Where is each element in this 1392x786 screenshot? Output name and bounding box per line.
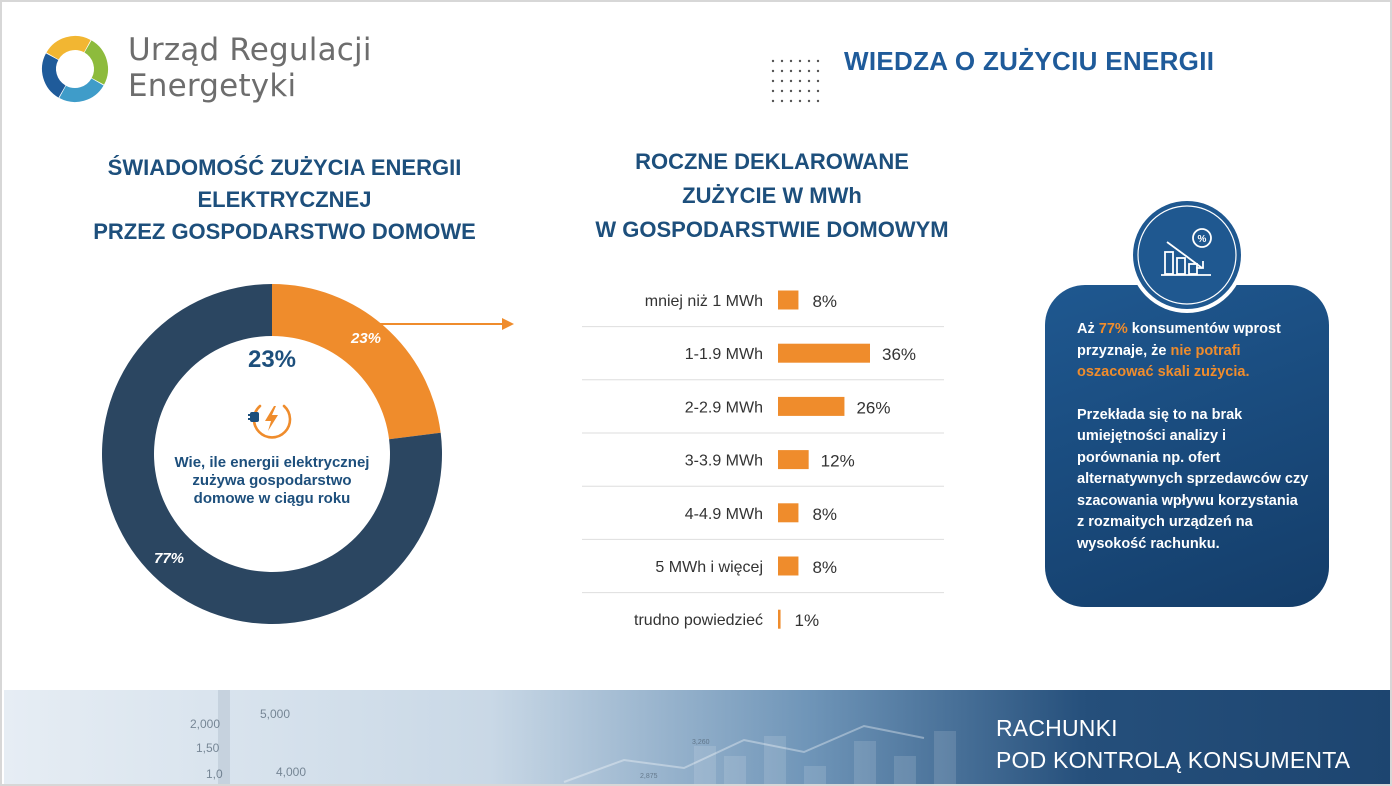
footer-bg-bar: [764, 736, 786, 786]
bar-chart-title: [562, 145, 982, 247]
grid-dot: [817, 80, 819, 82]
bar-value-label: 8%: [812, 558, 838, 577]
donut-title-line1: ŚWIADOMOŚĆ ZUŻYCIA ENERGII: [107, 155, 462, 180]
bar-value-label: 8%: [812, 504, 838, 524]
footer-bg-bar: [694, 746, 716, 786]
footer-bg-bar: [724, 756, 746, 786]
grid-dot: [772, 80, 774, 82]
bar: [778, 344, 870, 363]
grid-dot: [808, 70, 810, 72]
dot-grid-icon: [770, 58, 822, 106]
donut-title-line2: ELEKTRYCZNEJ: [197, 187, 372, 212]
grid-dot: [772, 90, 774, 92]
bar-chart: [582, 274, 947, 654]
footer-slogan-line2: POD KONTROLĄ KONSUMENTA: [996, 747, 1351, 773]
footer-bg-tick: 3,260: [692, 739, 710, 746]
grid-dot: [808, 80, 810, 82]
page-title: WIEDZA O ZUŻYCIU ENERGII: [844, 46, 1215, 76]
footer-bg-tick: 2,875: [640, 773, 658, 780]
footer-bg-tick: 4,000: [276, 765, 307, 779]
grid-dot: [799, 60, 801, 62]
grid-dot: [781, 100, 783, 102]
grid-dot: [790, 80, 792, 82]
bar-value-label: 36%: [882, 345, 917, 365]
bar-category-label: mniej niż 1 MWh: [644, 293, 763, 310]
footer-slogan-line1: RACHUNKI: [996, 715, 1118, 741]
org-name-line1: Urząd Regulacji: [128, 32, 372, 68]
bar-category-label: trudno powiedzieć: [634, 612, 763, 630]
bar: [778, 503, 798, 522]
bar-chart-title-line3: W GOSPODARSTWIE DOMOWYM: [595, 217, 949, 242]
grid-dot: [772, 70, 774, 72]
svg-text:%: %: [1197, 234, 1207, 245]
footer-bg-tick: 5,000: [260, 707, 291, 721]
grid-dot: [781, 60, 783, 62]
grid-dot: [781, 90, 783, 92]
plug-lightning-icon: [248, 394, 296, 442]
bar-category-label: 3-3.9 MWh: [684, 452, 763, 470]
donut-center-description: Wie, ile energii elektrycznej zużywa gospodarstwo domowe w ciągu roku: [174, 454, 370, 507]
bar-value-label: 12%: [820, 451, 855, 471]
footer-slogan: [996, 712, 1350, 776]
footer-bg-bar: [854, 741, 876, 786]
info-card-paragraph-2: Przekłada się to na brak umiejętności analizy i porównania np. ofert alternatywnych sprzedawców czy szacowania wpływu korzystania z rozmaitych urządzeń na wysokość rachunku.: [1077, 406, 1309, 552]
grid-dot: [817, 90, 819, 92]
bar-value-label: 1%: [794, 611, 820, 631]
grid-dot: [799, 100, 801, 102]
grid-dot: [781, 80, 783, 82]
footer-bg-tick: 1,0: [206, 767, 223, 781]
info-card-paragraph-1: [1077, 319, 1309, 384]
bar-chart-title-line1: ROCZNE DEKLAROWANE: [635, 149, 909, 174]
grid-dot: [790, 100, 792, 102]
grid-dot: [772, 60, 774, 62]
info-highlight-pct: 77%: [1098, 321, 1128, 337]
bar-chart-title-line2: ZUŻYCIE W MWh: [682, 183, 862, 208]
grid-dot: [799, 90, 801, 92]
bar-category-label: 1-1.9 MWh: [684, 346, 763, 364]
organization-name: [128, 32, 372, 104]
ure-logo-icon: [38, 32, 112, 106]
grid-dot: [817, 70, 819, 72]
footer-bg-tick: 2,000: [190, 717, 221, 731]
donut-title-line3: PRZEZ GOSPODARSTWO DOMOWE: [93, 219, 476, 244]
donut-center-percentage: 23%: [247, 346, 297, 373]
grid-dot: [790, 70, 792, 72]
footer-bg-bar: [804, 766, 826, 786]
info-text-c: konsumentów wprost przyznaje, że: [1077, 321, 1281, 359]
footer-bg-tick: 1,50: [196, 741, 220, 755]
donut-section-title: [62, 152, 507, 248]
bar-category-label: 5 MWh i więcej: [655, 559, 763, 576]
bar: [778, 450, 809, 469]
grid-dot: [808, 90, 810, 92]
arrow-icon: [272, 314, 517, 334]
donut-segment-label-other: 77%: [154, 550, 185, 567]
bar: [778, 291, 798, 310]
grid-dot: [808, 100, 810, 102]
donut-segment-label-knows: 23%: [351, 330, 382, 347]
bar-value-label: 26%: [856, 398, 891, 418]
org-name-line2: Energetyki: [128, 68, 297, 104]
grid-dot: [772, 100, 774, 102]
bar: [778, 610, 781, 629]
footer-banner: [4, 690, 1392, 786]
grid-dot: [790, 60, 792, 62]
bar-category-label: 2-2.9 MWh: [684, 399, 763, 417]
grid-dot: [817, 100, 819, 102]
footer-bg-bar: [894, 756, 916, 786]
bar: [778, 397, 844, 416]
chart-decline-percent-icon: [1128, 196, 1246, 314]
grid-dot: [781, 70, 783, 72]
info-card: [1045, 285, 1329, 607]
footer-bg-bar: [934, 731, 956, 786]
grid-dot: [790, 90, 792, 92]
bar: [778, 557, 798, 576]
grid-dot: [817, 60, 819, 62]
grid-dot: [799, 70, 801, 72]
info-highlight-phrase: nie potrafi oszacować skali zużycia.: [1077, 342, 1250, 380]
bar-value-label: 8%: [812, 292, 838, 311]
grid-dot: [808, 60, 810, 62]
grid-dot: [799, 80, 801, 82]
info-text-a: Aż: [1077, 321, 1099, 337]
bar-category-label: 4-4.9 MWh: [684, 505, 763, 523]
